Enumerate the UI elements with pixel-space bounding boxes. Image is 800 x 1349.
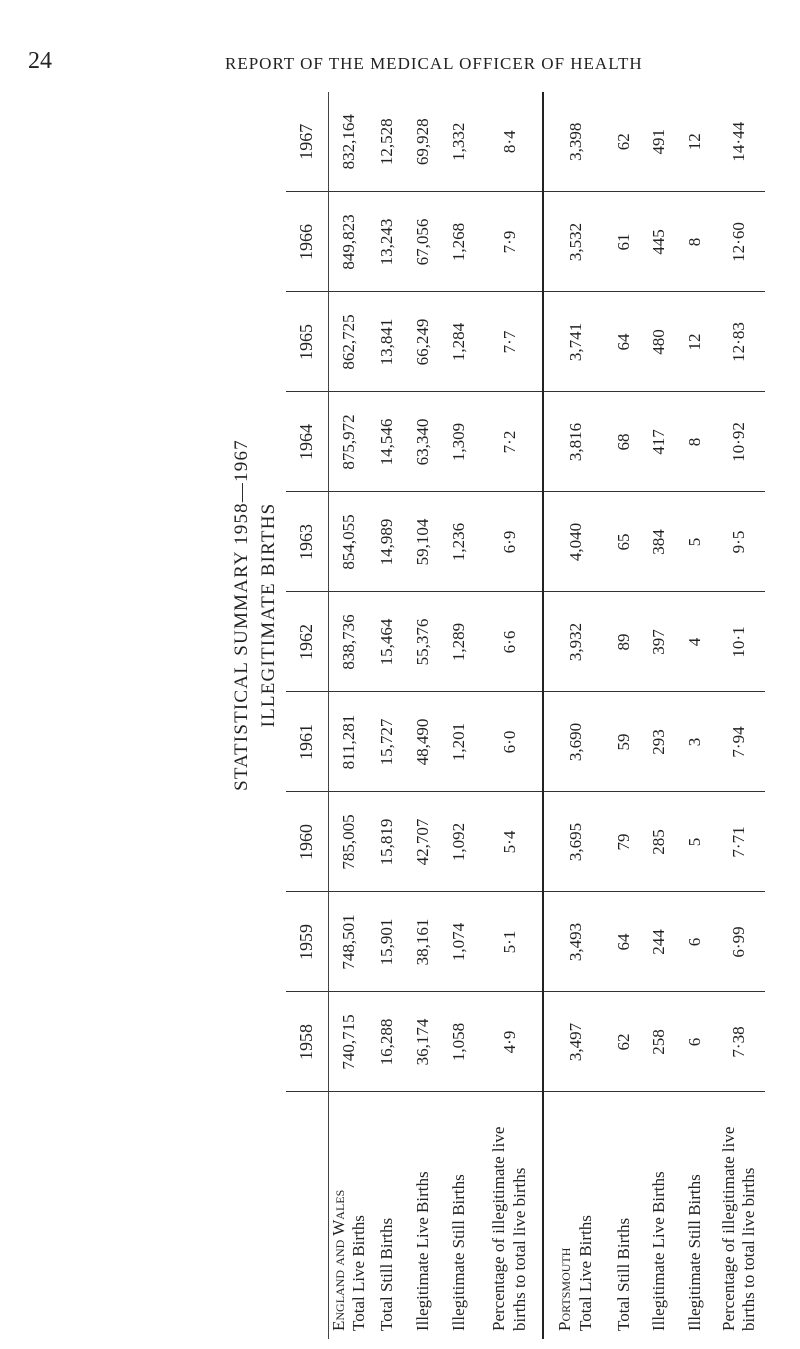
row-label	[543, 1092, 607, 1339]
table-cell: 1,058	[441, 992, 477, 1092]
page-number: 24	[28, 48, 52, 74]
year-header: 1963	[286, 492, 328, 592]
table-cell: 66,249	[405, 292, 441, 392]
table-cell: 12,528	[369, 92, 405, 192]
table-cell: 6·6	[477, 592, 543, 692]
table-cell: 4,040	[543, 492, 607, 592]
table-cell: 36,174	[405, 992, 441, 1092]
year-header: 1966	[286, 192, 328, 292]
row-label: Illegitimate Live Births	[649, 1171, 669, 1331]
table-cell: 480	[641, 292, 677, 392]
table-cell: 15,901	[369, 892, 405, 992]
table-cell: 38,161	[405, 892, 441, 992]
table-cell: 15,819	[369, 792, 405, 892]
table-cell: 4	[677, 592, 713, 692]
table-cell: 1,284	[441, 292, 477, 392]
table-cell: 7·7	[477, 292, 543, 392]
table-cell: 258	[641, 992, 677, 1092]
year-header: 1967	[286, 92, 328, 192]
row-label-text: Total Live Births	[348, 1215, 368, 1331]
table-row	[677, 92, 713, 1339]
table-cell: 6·9	[477, 492, 543, 592]
table-cell: 1,268	[441, 192, 477, 292]
table-cell: 491	[641, 92, 677, 192]
table-cell: 8·4	[477, 92, 543, 192]
year-header: 1964	[286, 392, 328, 492]
table-cell: 1,201	[441, 692, 477, 792]
table-cell: 838,736	[328, 592, 369, 692]
table-cell: 3,695	[543, 792, 607, 892]
table-cell: 7·38	[713, 992, 765, 1092]
table-cell: 1,309	[441, 392, 477, 492]
table-cell: 3,741	[543, 292, 607, 392]
table-cell: 10·92	[713, 392, 765, 492]
table-row	[477, 92, 543, 1339]
table-cell: 59	[607, 692, 641, 792]
table-cell: 740,715	[328, 992, 369, 1092]
row-label: Total Still Births	[377, 1217, 397, 1331]
table-row	[543, 92, 607, 1339]
row-label	[328, 1092, 369, 1339]
table-row	[607, 92, 641, 1339]
table-cell: 67,056	[405, 192, 441, 292]
row-label-text: Total Live Births	[575, 1215, 595, 1331]
table-cell: 48,490	[405, 692, 441, 792]
table-cell: 63,340	[405, 392, 441, 492]
table-row	[713, 92, 765, 1339]
table-cell: 849,823	[328, 192, 369, 292]
table-cell: 12	[677, 92, 713, 192]
year-header-row	[286, 92, 328, 1339]
year-header: 1959	[286, 892, 328, 992]
table-cell: 15,464	[369, 592, 405, 692]
table-cell: 10·1	[713, 592, 765, 692]
table-cell: 79	[607, 792, 641, 892]
table-cell: 7·9	[477, 192, 543, 292]
table-cell: 6·0	[477, 692, 543, 792]
statistical-summary-table	[286, 92, 765, 1339]
table-row	[328, 92, 369, 1339]
table-cell: 12	[677, 292, 713, 392]
table-cell: 7·71	[713, 792, 765, 892]
statistical-summary-table-container	[286, 92, 764, 1339]
table-row	[441, 92, 477, 1339]
table-cell: 3	[677, 692, 713, 792]
row-label: Illegitimate Still Births	[685, 1174, 705, 1331]
table-cell: 14,989	[369, 492, 405, 592]
table-cell: 42,707	[405, 792, 441, 892]
table-subtitle: STATISTICAL SUMMARY 1958—1967	[231, 439, 252, 791]
table-cell: 3,493	[543, 892, 607, 992]
table-cell: 3,398	[543, 92, 607, 192]
table-cell: 1,332	[441, 92, 477, 192]
table-cell: 4·9	[477, 992, 543, 1092]
table-cell: 244	[641, 892, 677, 992]
row-label: Percentage of illegitimate live births to total live births	[489, 1126, 529, 1331]
table-cell: 875,972	[328, 392, 369, 492]
year-header: 1960	[286, 792, 328, 892]
table-cell: 785,005	[328, 792, 369, 892]
table-cell: 8	[677, 392, 713, 492]
table-cell: 65	[607, 492, 641, 592]
table-cell: 832,164	[328, 92, 369, 192]
table-cell: 6	[677, 992, 713, 1092]
table-cell: 293	[641, 692, 677, 792]
table-cell: 1,289	[441, 592, 477, 692]
table-cell: 55,376	[405, 592, 441, 692]
year-header: 1962	[286, 592, 328, 692]
table-cell: 64	[607, 892, 641, 992]
table-cell: 811,281	[328, 692, 369, 792]
table-cell: 5	[677, 492, 713, 592]
table-cell: 64	[607, 292, 641, 392]
table-cell: 7·2	[477, 392, 543, 492]
table-cell: 6	[677, 892, 713, 992]
table-cell: 16,288	[369, 992, 405, 1092]
table-cell: 61	[607, 192, 641, 292]
table-cell: 1,236	[441, 492, 477, 592]
table-cell: 862,725	[328, 292, 369, 392]
table-cell: 1,074	[441, 892, 477, 992]
corner-cell	[286, 1092, 328, 1339]
table-cell: 1,092	[441, 792, 477, 892]
table-cell: 89	[607, 592, 641, 692]
table-cell: 3,816	[543, 392, 607, 492]
table-row	[405, 92, 441, 1339]
table-cell: 5·1	[477, 892, 543, 992]
row-label: Total Still Births	[614, 1217, 634, 1331]
table-cell: 13,841	[369, 292, 405, 392]
table-cell: 3,532	[543, 192, 607, 292]
table-cell: 15,727	[369, 692, 405, 792]
row-label: Illegitimate Live Births	[413, 1171, 433, 1331]
table-cell: 8	[677, 192, 713, 292]
table-cell: 3,932	[543, 592, 607, 692]
table-cell: 9·5	[713, 492, 765, 592]
table-cell: 417	[641, 392, 677, 492]
table-cell: 285	[641, 792, 677, 892]
table-row	[369, 92, 405, 1339]
table-cell: 14,546	[369, 392, 405, 492]
table-cell: 12·60	[713, 192, 765, 292]
row-label: Percentage of illegitimate live births to total live births	[718, 1126, 759, 1331]
table-cell: 854,055	[328, 492, 369, 592]
table-cell: 69,928	[405, 92, 441, 192]
table-cell: 7·94	[713, 692, 765, 792]
table-row	[641, 92, 677, 1339]
table-cell: 3,497	[543, 992, 607, 1092]
table-cell: 384	[641, 492, 677, 592]
table-cell: 12·83	[713, 292, 765, 392]
table-cell: 13,243	[369, 192, 405, 292]
table-cell: 5·4	[477, 792, 543, 892]
row-label: Illegitimate Still Births	[449, 1174, 469, 1331]
table-cell: 397	[641, 592, 677, 692]
table-title: ILLEGITIMATE BIRTHS	[258, 502, 279, 728]
table-cell: 62	[607, 992, 641, 1092]
table-cell: 68	[607, 392, 641, 492]
table-cell: 62	[607, 92, 641, 192]
year-header: 1958	[286, 992, 328, 1092]
table-cell: 6·99	[713, 892, 765, 992]
table-cell: 14·44	[713, 92, 765, 192]
section-heading-portsmouth: Portsmouth	[555, 1247, 575, 1331]
table-cell: 748,501	[328, 892, 369, 992]
section-heading-england: England and Wales	[328, 1189, 348, 1331]
year-header: 1965	[286, 292, 328, 392]
running-head: REPORT OF THE MEDICAL OFFICER OF HEALTH	[225, 54, 643, 73]
table-cell: 59,104	[405, 492, 441, 592]
table-cell: 5	[677, 792, 713, 892]
year-header: 1961	[286, 692, 328, 792]
table-cell: 445	[641, 192, 677, 292]
table-cell: 3,690	[543, 692, 607, 792]
